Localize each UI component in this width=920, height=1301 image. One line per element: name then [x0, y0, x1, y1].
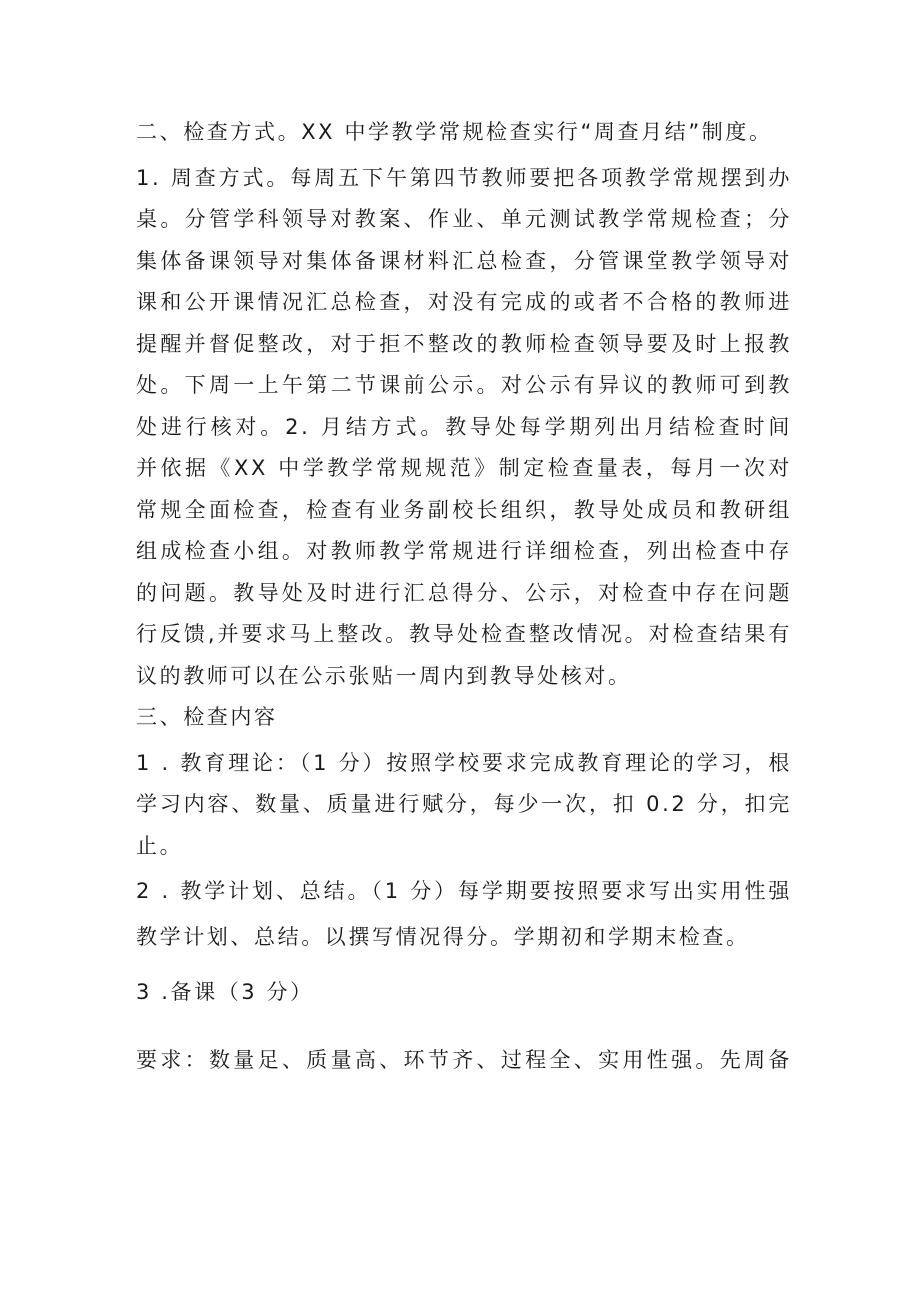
- text-line: 的问题。教导处及时进行汇总得分、公示，对检查中存在问题: [136, 580, 792, 605]
- document-body: [136, 112, 792, 1081]
- text-line: 1. 周查方式。每周五下午第四节教师要把各项教学常规摆到办: [136, 165, 792, 190]
- text-line: 止。: [136, 833, 184, 858]
- text-line: 1 . 教育理论：（1 分）按照学校要求完成教育理论的学习，根: [136, 750, 792, 775]
- text-line: 处。下周一上午第二节课前公示。对公示有异议的教师可到教: [136, 373, 792, 397]
- text-line: 行反馈,并要求马上整改。教导处检查整改情况。对检查结果有: [136, 622, 792, 646]
- text-line: 二、检查方式。XX 中学教学常规检查实行“周查月结”制度。: [136, 120, 773, 144]
- text-line: 要求：数量足、质量高、环节齐、过程全、实用性强。先周备: [136, 1047, 792, 1072]
- text-line: 议的教师可以在公示张贴一周内到教导处核对。: [136, 663, 632, 688]
- text-line: 提醒并督促整改，对于拒不整改的教师检查领导要及时上报教: [136, 331, 792, 356]
- text-line: 处进行核对。2. 月结方式。教导处每学期列出月结检查时间: [136, 414, 792, 439]
- text-line: 组成检查小组。对教师教学常规进行详细检查，列出检查中存: [136, 539, 792, 563]
- text-line: 桌。分管学科领导对教案、作业、单元测试教学常规检查；分: [136, 207, 792, 231]
- text-line: 课和公开课情况汇总检查，对没有完成的或者不合格的教师进: [136, 290, 792, 314]
- text-line: 集体备课领导对集体备课材料汇总检查，分管课堂教学领导对: [136, 248, 792, 273]
- text-line: 学习内容、数量、质量进行赋分，每少一次，扣 0.2 分，扣完: [136, 792, 792, 816]
- text-line: 教学计划、总结。以撰写情况得分。学期初和学期末检查。: [136, 924, 750, 949]
- text-line: 并依据《XX 中学教学常规规范》制定检查量表，每月一次对: [136, 456, 792, 480]
- text-line: 2 . 教学计划、总结。（1 分）每学期要按照要求写出实用性强: [136, 879, 792, 903]
- text-line: 常规全面检查，检查有业务副校长组织，教导处成员和教研组: [136, 497, 792, 522]
- text-line: 三、检查内容: [136, 705, 278, 729]
- text-line: 3 .备课（3 分）: [136, 980, 314, 1004]
